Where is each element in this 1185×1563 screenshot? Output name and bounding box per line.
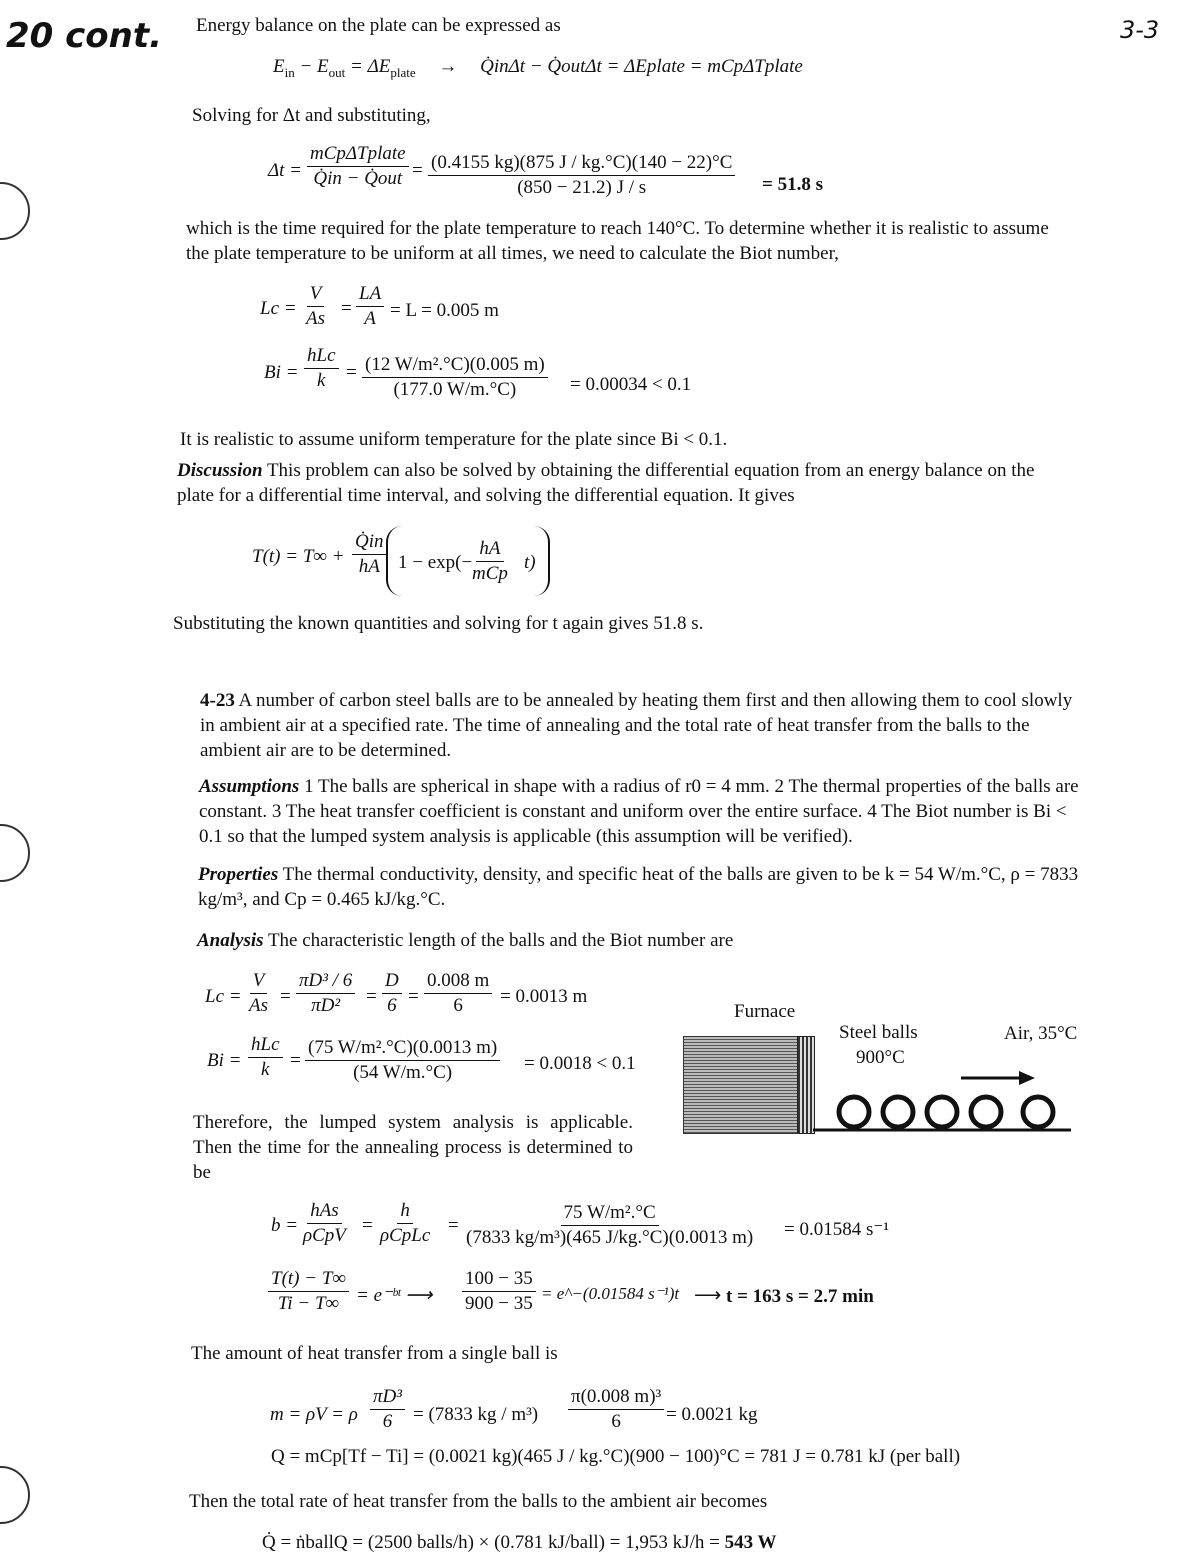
lc2-fraction-4: $\frac{0.008 m}{6}$ <box>424 970 492 1017</box>
substituting-text: Substituting the known quantities and solving for t again gives 51.8 s. <box>173 613 704 634</box>
lc-fraction-1: $\frac{V}{As}$ <box>306 283 325 329</box>
b-fraction-1: hAs ρCpV <box>303 1200 346 1246</box>
single-ball-text: The amount of heat transfer from a single ball is <box>191 1343 558 1364</box>
m-mid: = (7833 kg / m³) <box>413 1404 539 1425</box>
exp-fraction-1: $\frac{T(t) - T\infty}{Ti - T\infty}$ <box>268 1268 349 1315</box>
furnace-block <box>683 1036 798 1134</box>
equals-sign: = <box>362 1215 373 1236</box>
m-fraction-2: $\frac{\text{π(0.008 m)³}}{6}$ <box>568 1386 664 1433</box>
air-label: Air, 35°C <box>1004 1023 1078 1044</box>
punch-hole <box>0 824 30 882</box>
lc2-fraction-3: $\frac{D}{6}$ <box>382 970 402 1017</box>
q-equation: Q = mCp[Tf − Ti] = (0.0021 kg)(465 J / kg.°C)(900 − 100)°C = 781 J = 0.781 kJ (per ball) <box>271 1446 961 1467</box>
handwritten-note: 20 cont. <box>6 16 163 56</box>
m-fraction-1: $\frac{\text{πD³}}{6}$ <box>370 1386 405 1433</box>
tt-fraction-2: hA mCp <box>472 538 508 584</box>
lc-result: = L = 0.005 m <box>390 300 499 321</box>
bi2-fraction-1: hLc k <box>248 1034 283 1081</box>
equals-sign: = <box>408 986 419 1007</box>
equals-sign: = <box>448 1215 459 1236</box>
equals-sign: = <box>412 160 423 181</box>
punch-hole <box>0 182 30 240</box>
dt-lhs: Δt = <box>268 160 303 181</box>
equals-sign: = <box>366 986 377 1007</box>
realistic-text: It is realistic to assume uniform temperature for the plate since Bi < 0.1. <box>180 429 728 450</box>
exp-fraction-2: $\frac{100 - 35}{900 - 35}$ <box>462 1268 536 1315</box>
equals-sign: = <box>341 298 352 319</box>
page-number: 3-3 <box>1120 16 1160 44</box>
which-paragraph: which is the time required for the plate temperature to reach 140°C. To determine whether it is realistic to assume the plate temperature to be uniform at all times, we need to calculate the Biot number, <box>186 218 1049 264</box>
bi-fraction-1: hLc k <box>304 345 339 392</box>
bi-fraction-2: $\frac{\text{(12 W/m².°C)(0.005 m)}}{(177.0 W/m.^\circ C)}$ <box>362 354 548 401</box>
exp-mid: = e⁻ᵇᵗ ⟶ <box>356 1285 433 1306</box>
furnace-label: Furnace <box>734 1001 796 1022</box>
equals-sign: = <box>346 362 357 383</box>
bi2-result: = 0.0018 < 0.1 <box>524 1053 636 1074</box>
bi2-fraction-2: $\frac{\text{(75 W/m².°C)(0.0013 m)}}{(54 W/m.^\circ C)}$ <box>305 1037 500 1084</box>
right-paren-large <box>534 526 550 596</box>
time-result: t = 163 s = 2.7 min <box>726 1286 874 1307</box>
equals-sign: = <box>290 1050 301 1071</box>
equals-sign: = <box>280 986 291 1007</box>
lc2-fraction-1: $\frac{V}{As}$ <box>249 970 268 1016</box>
lc-lhs-2: Lc = <box>205 986 242 1007</box>
bi-lhs: Bi = <box>264 362 299 383</box>
total-rate-text: Then the total rate of heat transfer from the balls to the ambient air becomes <box>189 1491 768 1512</box>
lc2-result: = 0.0013 m <box>500 986 588 1007</box>
m-lhs: m = ρV = ρ <box>270 1404 358 1425</box>
lc-fraction-2: $\frac{LA}{A}$ <box>356 283 384 330</box>
therefore-paragraph: Therefore, the lumped system analysis is applicable. Then the time for the annealing process is determined to be <box>193 1112 633 1183</box>
lc2-fraction-2: $\frac{\text{πD³ / 6}}{\text{πD²}}$ <box>296 970 355 1017</box>
tt-fraction-1: $\frac{Q̇in}{hA}$ <box>352 531 387 578</box>
lc-lhs: Lc = <box>260 298 297 319</box>
exp-rhs: = e^−(0.01584 s⁻¹)t <box>541 1284 680 1303</box>
m-result: = 0.0021 kg <box>666 1404 758 1425</box>
qdot-equation: Q̇ = ṅballQ = (2500 balls/h) × (0.781 kJ/ball) = 1,953 kJ/h = 543 W <box>262 1532 777 1553</box>
dt-fraction-2: $\frac{(0.4155 kg)(875 J / kg.^\circ C)(140 - 22)^\circ C}{(850 - 21.2) J / s}$ <box>428 152 735 199</box>
punch-hole <box>0 1466 30 1524</box>
assumptions-paragraph: Assumptions 1 The balls are spherical in shape with a radius of r0 = 4 mm. 2 The thermal properties of the balls are constant. 3 The heat transfer coefficient is constant and uniform over the entire surface. 4 The Biot number is Bi < 0.1 so that the lumped system analysis is applicable (this assumption will be verified). <box>199 776 1079 847</box>
discussion-paragraph: Discussion This problem can also be solved by obtaining the differential equation from an energy balance on the plate for a differential time interval, and solving the differential equation. It gives <box>177 460 1035 506</box>
bi2-lhs: Bi = <box>207 1050 242 1071</box>
bi-result: = 0.00034 < 0.1 <box>570 374 692 395</box>
steel-balls-temp: 900°C <box>856 1047 905 1068</box>
b-fraction-2: h ρCpLc <box>380 1200 431 1246</box>
dt-fraction-1: mCpΔTplate Q̇in − Q̇out <box>307 143 409 190</box>
analysis-paragraph: Analysis The characteristic length of the balls and the Biot number are <box>197 930 734 951</box>
exp-arrow: ⟶ <box>694 1285 722 1306</box>
b-result: = 0.01584 s⁻¹ <box>784 1219 890 1240</box>
b-lhs: b = <box>271 1215 299 1236</box>
tt-lhs: T(t) = T∞ + <box>252 546 345 567</box>
properties-paragraph: Properties The thermal conductivity, density, and specific heat of the balls are given to be k = 54 W/m.°C, ρ = 7833 kg/m³, and Cp = 0.465 kJ/kg.°C. <box>198 864 1079 910</box>
solving-text: Solving for Δt and substituting, <box>192 105 431 126</box>
b-fraction-3: $\frac{\text{75 W/m².°C}}{\text{(7833 kg/m³)(465 J/kg.°C)(0.0013 m)}}$ <box>466 1202 754 1248</box>
tt-end: t) <box>524 552 536 573</box>
problem-4-23-statement: 4-23 A number of carbon steel balls are to be annealed by heating them first and then allowing them to cool slowly in ambient air at a specified rate. The time of annealing and the total rate of heat transfer from the balls to the ambient air are to be determined. <box>200 690 1073 761</box>
dt-result: = 51.8 s <box>762 174 823 195</box>
energy-balance-equation: $E_{in} - E_{out} = \Delta E_{plate}$ → Q̇inΔt − Q̇outΔt = ΔEplate = mCpΔTplate <box>273 56 803 80</box>
steel-balls-label: Steel balls <box>839 1022 918 1043</box>
balls-figure <box>813 1060 1078 1140</box>
energy-balance-intro: Energy balance on the plate can be expressed as <box>196 15 561 36</box>
tt-exp-mid: 1 − exp(− <box>398 552 473 573</box>
